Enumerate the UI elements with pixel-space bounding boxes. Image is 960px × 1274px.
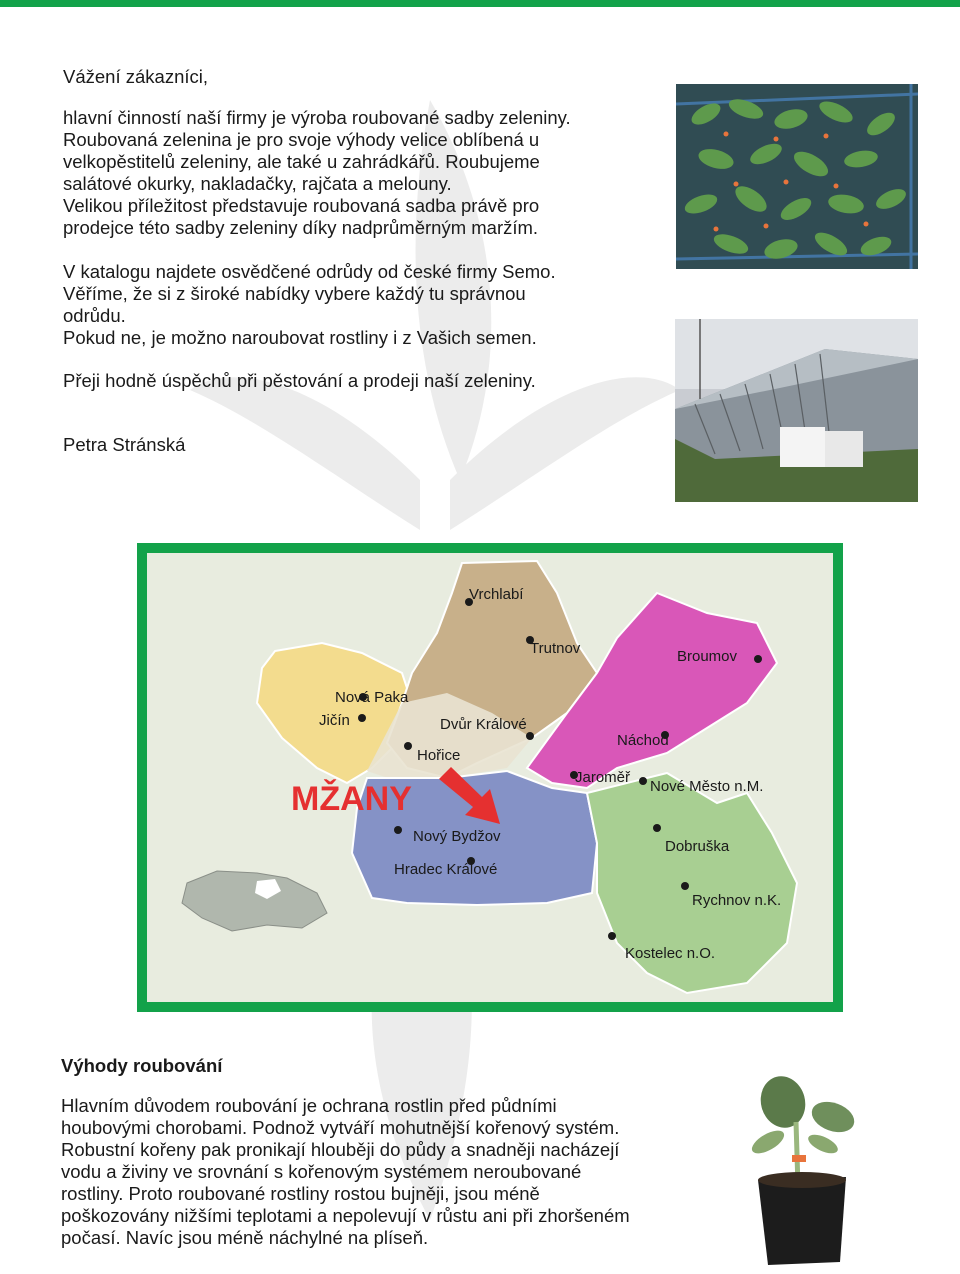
section-title: Výhody roubování <box>61 1055 223 1076</box>
city-label-nachod: Náchod <box>617 732 669 749</box>
czech-outline-inset <box>182 871 327 931</box>
city-label-rychnov: Rychnov n.K. <box>692 892 782 909</box>
text-line: poškozovány nižšími teplotami a nepolevují v růstu ani při zhoršeném <box>61 1205 630 1226</box>
letter-intro-paragraph <box>63 107 623 239</box>
city-label-nova-paka: Nová Paka <box>335 689 409 706</box>
city-label-novy-bydzov: Nový Bydžov <box>413 828 501 845</box>
city-label-horice: Hořice <box>417 747 461 764</box>
text-line: vodu a živiny ve srovnání s kořenovým systémem neroubované <box>61 1161 582 1182</box>
letter-wish: Přeji hodně úspěchů při pěstování a prodeji naší zeleniny. <box>63 370 536 391</box>
letter-salutation: Vážení zákazníci, <box>63 66 208 87</box>
text-line: Roubovaná zelenina je pro svoje výhody velice oblíbená u <box>63 129 540 150</box>
grafted-seedling-photo <box>728 1062 878 1267</box>
mzany-highlight-label: MŽANY <box>291 780 412 818</box>
city-label-hradec-kralove: Hradec Králové <box>394 861 498 878</box>
text-line: houbovými chorobami. Podnož vytváří mohutnější kořenový systém. <box>61 1117 620 1138</box>
text-line: Velikou příležitost představuje roubovaná sadba právě pro <box>63 195 540 216</box>
city-label-jaromer: Jaroměř <box>575 769 631 786</box>
text-line: velkopěstitelů zeleniny, ale také u zahrádkářů. Roubujeme <box>63 151 540 172</box>
text-line: počasí. Navíc jsou méně náchylné na plíseň. <box>61 1227 429 1248</box>
text-line: Věříme, že si z široké nabídky vybere každý tu správnou <box>63 283 526 304</box>
letter-signature: Petra Stránská <box>63 434 186 455</box>
region-map <box>147 553 833 1002</box>
text-line: salátové okurky, nakladačky, rajčata a melouny. <box>63 173 452 194</box>
text-line: rostliny. Proto roubované rostliny rostou bujněji, jsou méně <box>61 1183 540 1204</box>
city-label-dvur-kralove: Dvůr Králové <box>440 716 527 733</box>
text-line: odrůdu. <box>63 305 126 326</box>
text-line: Hlavním důvodem roubování je ochrana rostlin před půdními <box>61 1095 557 1116</box>
section-body-paragraph <box>61 1095 656 1249</box>
text-line: Pokud ne, je možno naroubovat rostliny i z Vašich semen. <box>63 327 537 348</box>
city-label-nove-mesto: Nové Město n.M. <box>650 778 764 795</box>
seedling-tray-photo <box>676 84 918 269</box>
text-line: Robustní kořeny pak pronikají hlouběji do půdy a snadněji nacházejí <box>61 1139 620 1160</box>
city-label-kostelec: Kostelec n.O. <box>625 945 716 962</box>
city-label-trutnov: Trutnov <box>530 640 581 657</box>
text-line: V katalogu najdete osvědčené odrůdy od české firmy Semo. <box>63 261 556 282</box>
letter-catalog-paragraph <box>63 261 623 349</box>
city-label-vrchlabi: Vrchlabí <box>469 586 524 603</box>
city-label-jicin: Jičín <box>319 712 350 729</box>
city-label-dobruska: Dobruška <box>665 838 730 855</box>
text-line: hlavní činností naší firmy je výroba roubované sadby zeleniny. <box>63 107 571 128</box>
top-green-bar <box>0 0 960 7</box>
text-line: prodejce této sadby zeleniny díky nadprůměrným maržím. <box>63 217 539 238</box>
greenhouse-photo <box>675 319 918 502</box>
city-label-broumov: Broumov <box>677 648 738 665</box>
region-map-frame <box>137 543 843 1012</box>
